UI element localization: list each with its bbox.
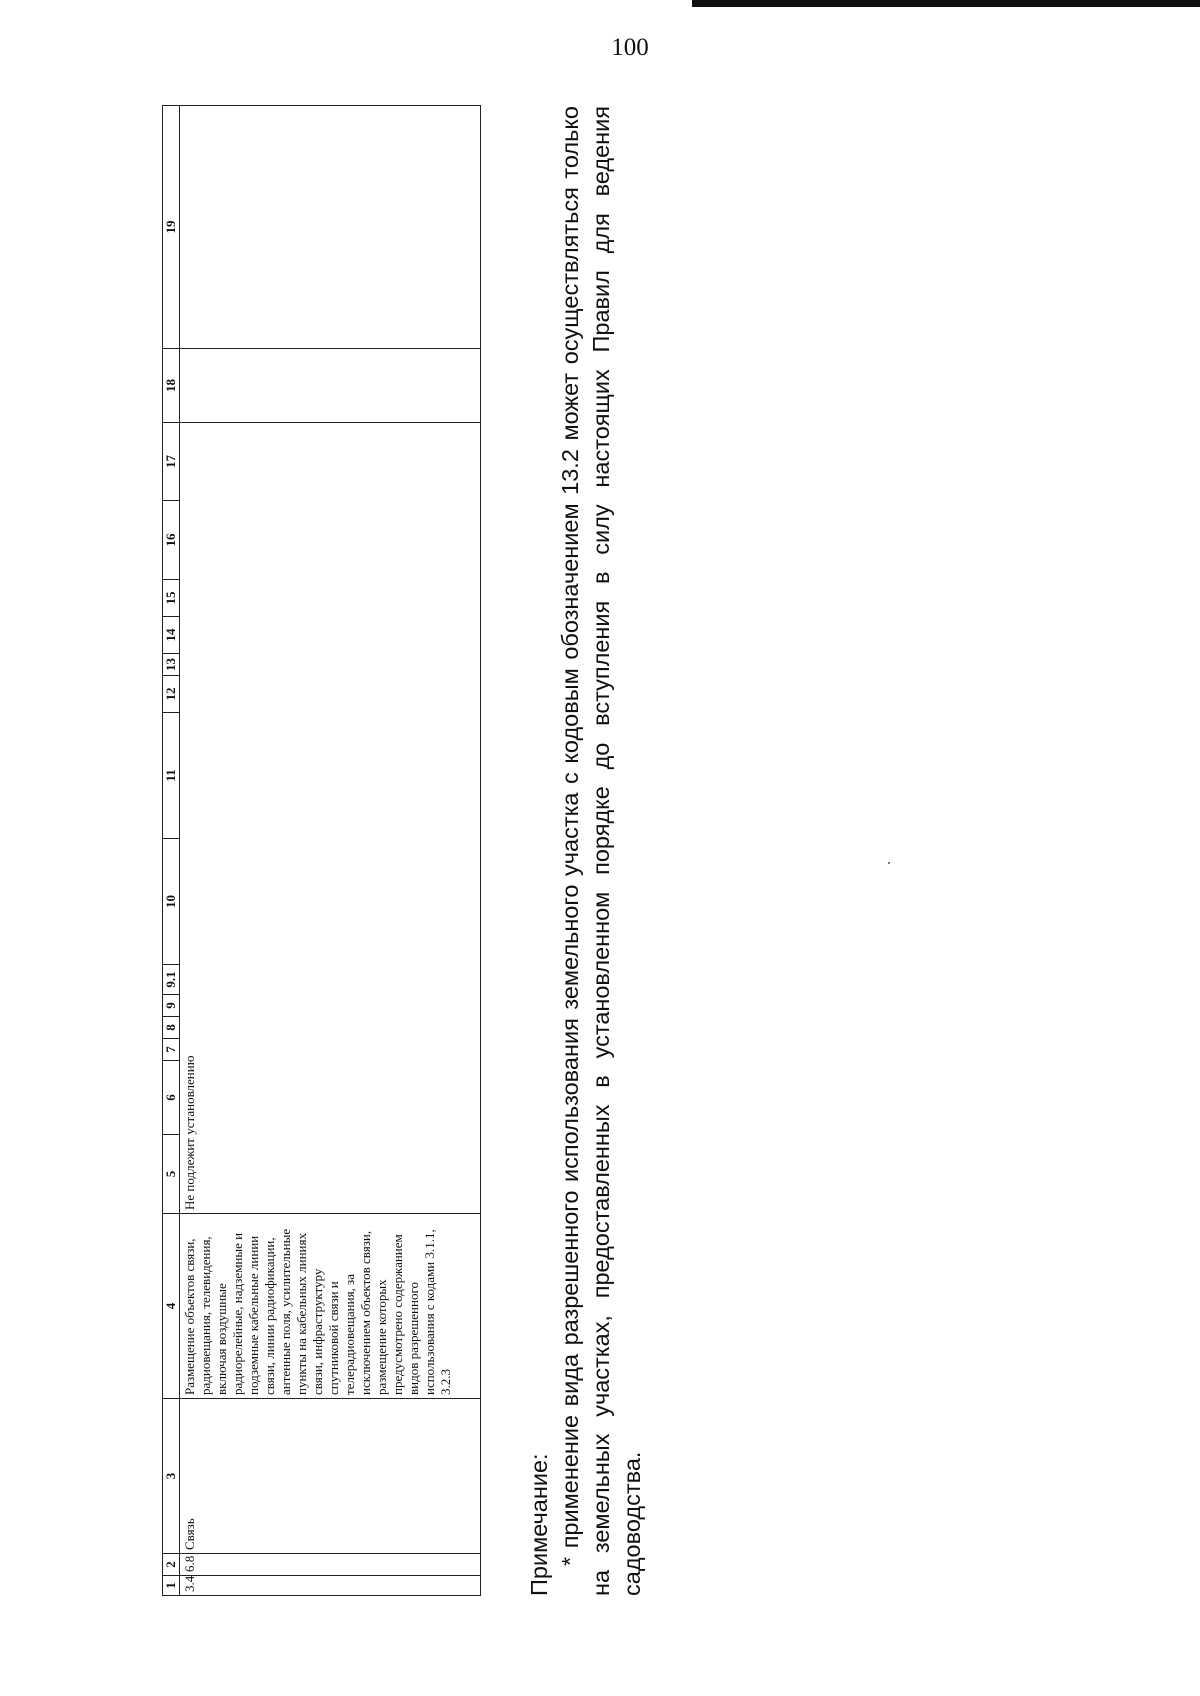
cell-use-name: Связь [180, 1399, 481, 1554]
col-header: 14 [163, 617, 180, 654]
rotated-content [162, 106, 672, 1596]
col-header: 4 [163, 1214, 180, 1399]
speck [888, 862, 890, 864]
note-block [524, 106, 648, 1596]
col-header: 11 [163, 713, 180, 839]
col-header: 18 [163, 349, 180, 423]
col-header: 12 [163, 676, 180, 713]
col-header: 16 [163, 501, 180, 580]
note-title: Примечание: [526, 1453, 552, 1596]
col-header: 5 [163, 1135, 180, 1214]
col-header: 2 [163, 1554, 180, 1576]
col-header: 15 [163, 580, 180, 617]
cell-not-established: Не подлежит установлению [180, 423, 481, 1214]
col-header: 7 [163, 1039, 180, 1061]
note-text: * применение вида разрешенного использования земельного участка с кодовым обозначением 13.2 может осуществляться только на земельных участках, предоставленных в установленном порядке до вступления в силу настоящих Правил для ведения садоводства. [557, 106, 645, 1596]
top-rule [692, 0, 1200, 7]
cell-use-code: 6.8 [180, 1554, 481, 1576]
cell-zone-code: 3.4 [180, 1576, 481, 1596]
col-header: 9 [163, 995, 180, 1017]
col-header: 10 [163, 839, 180, 965]
col-header: 13 [163, 654, 180, 676]
land-use-table [162, 105, 481, 1596]
col-header: 3 [163, 1399, 180, 1554]
table-row [180, 106, 481, 1596]
col-header: 9.1 [163, 965, 180, 995]
col-header: 19 [163, 106, 180, 349]
page-number: 100 [611, 34, 649, 61]
cell-use-description: Размещение объектов связи, радиовещания, телевидения, включая воздушные радиорелейные, надземные и подземные кабельные линии связи, линии радиофикации, антенные поля, усилительные пункты на кабельных линиях связи, инфраструктуру спутниковой связи и телерадиовещания, за исключением объектов связи, размещение которых предусмотрено содержанием видов разрешенного использования с кодами 3.1.1, 3.2.3 [180, 1214, 481, 1399]
cell-empty-18 [180, 349, 481, 423]
header-row [163, 106, 180, 1596]
col-header: 8 [163, 1017, 180, 1039]
col-header: 17 [163, 423, 180, 501]
col-header: 6 [163, 1061, 180, 1135]
cell-empty-19 [180, 106, 481, 349]
col-header: 1 [163, 1576, 180, 1596]
